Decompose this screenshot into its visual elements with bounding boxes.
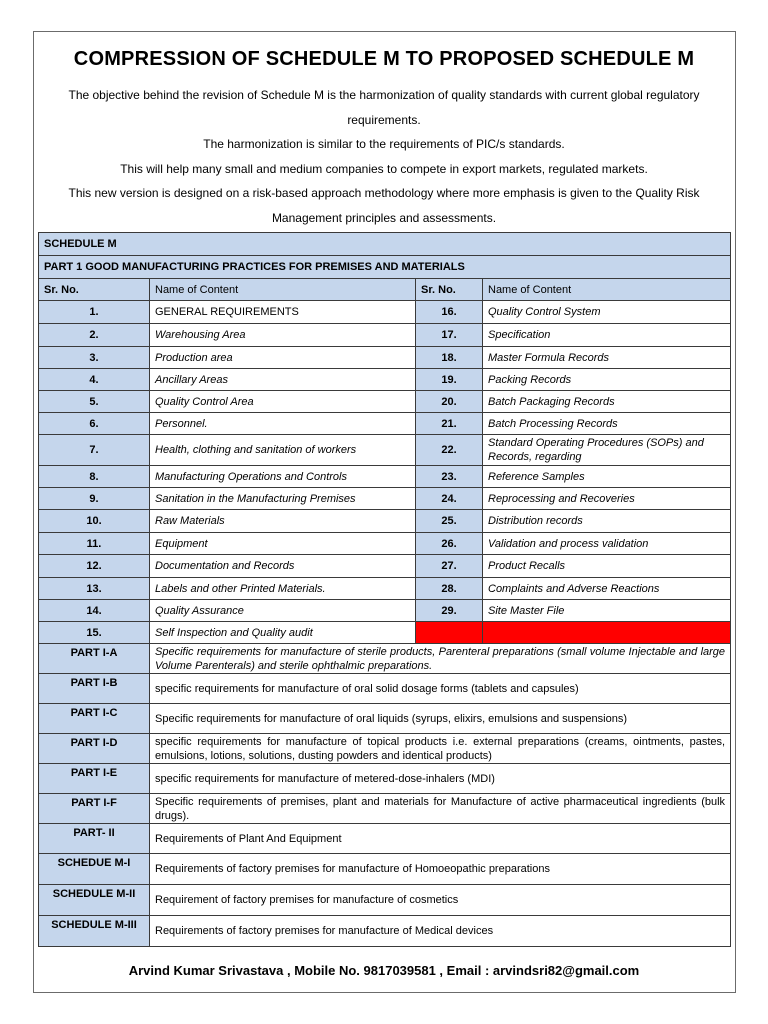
table-heading-row	[39, 233, 731, 256]
part-description: specific requirements for manufacture of oral solid dosage forms (tablets and capsules)	[150, 674, 731, 704]
content-name: Batch Processing Records	[483, 413, 731, 435]
table-row	[39, 324, 731, 347]
part-description: specific requirements for manufacture of metered-dose-inhalers (MDI)	[150, 764, 731, 794]
content-name: Ancillary Areas	[150, 369, 416, 391]
serial-number: 6.	[39, 413, 150, 435]
serial-number: 15.	[39, 622, 150, 644]
part-row	[39, 764, 731, 794]
serial-number: 10.	[39, 510, 150, 533]
table-row	[39, 578, 731, 600]
serial-number	[416, 622, 483, 644]
intro-paragraph: This new version is designed on a risk-based approach methodology where more emphasis is given to the Quality Risk Management principles and assessments.	[68, 186, 700, 225]
table-row	[39, 391, 731, 413]
content-name: Personnel.	[150, 413, 416, 435]
content-name: Documentation and Records	[150, 555, 416, 578]
serial-number: 3.	[39, 347, 150, 369]
content-name: Raw Materials	[150, 510, 416, 533]
content-name: Complaints and Adverse Reactions	[483, 578, 731, 600]
part-description: Specific requirements for manufacture of sterile products, Parenteral preparations (small volume Injectable and large Volume Parenterals) and sterile ophthalmic preparations.	[150, 644, 731, 674]
part-row	[39, 644, 731, 674]
part-label: PART I-D	[39, 734, 150, 764]
table-row	[39, 600, 731, 622]
serial-number: 14.	[39, 600, 150, 622]
serial-number: 2.	[39, 324, 150, 347]
intro-paragraph: The harmonization is similar to the requirements of PIC/s standards.	[203, 137, 565, 152]
part-description: Requirements of factory premises for manufacture of Medical devices	[150, 916, 731, 947]
content-name: Production area	[150, 347, 416, 369]
intro-paragraph: The objective behind the revision of Schedule M is the harmonization of quality standards with current global regulatory requirements.	[68, 88, 700, 127]
part-label: PART I-A	[39, 644, 150, 674]
content-name: Self Inspection and Quality audit	[150, 622, 416, 644]
content-name: Health, clothing and sanitation of workers	[150, 435, 416, 466]
part-label: SCHEDULE M-II	[39, 885, 150, 916]
table-row	[39, 369, 731, 391]
table-row	[39, 466, 731, 488]
page-title: COMPRESSION OF SCHEDULE M TO PROPOSED SCHEDULE M	[73, 48, 695, 70]
part-heading: PART 1 GOOD MANUFACTURING PRACTICES FOR PREMISES AND MATERIALS	[39, 256, 731, 279]
content-name: Quality Control Area	[150, 391, 416, 413]
part-heading-row	[39, 256, 731, 279]
part-row	[39, 916, 731, 947]
content-name: Labels and other Printed Materials.	[150, 578, 416, 600]
part-row	[39, 824, 731, 854]
column-header: Name of Content	[483, 279, 731, 301]
content-name: Warehousing Area	[150, 324, 416, 347]
content-name: Manufacturing Operations and Controls	[150, 466, 416, 488]
serial-number: 26.	[416, 533, 483, 555]
serial-number: 9.	[39, 488, 150, 510]
content-name: Batch Packaging Records	[483, 391, 731, 413]
content-name: Standard Operating Procedures (SOPs) and Records, regarding	[483, 435, 731, 466]
content-name: Specification	[483, 324, 731, 347]
intro-text	[40, 83, 728, 231]
part-description: Requirements of Plant And Equipment	[150, 824, 731, 854]
part-description: Specific requirements for manufacture of oral liquids (syrups, elixirs, emulsions and suspensions)	[150, 704, 731, 734]
part-label: SCHEDULE M-III	[39, 916, 150, 947]
serial-number: 22.	[416, 435, 483, 466]
part-description: Specific requirements of premises, plant and materials for Manufacture of active pharmaceutical ingredients (bulk drugs).	[150, 794, 731, 824]
table-row	[39, 622, 731, 644]
content-name: Quality Control System	[483, 301, 731, 324]
serial-number: 4.	[39, 369, 150, 391]
content-name: Reference Samples	[483, 466, 731, 488]
author-contact: Arvind Kumar Srivastava , Mobile No. 9817039581 , Email : arvindsri82@gmail.com	[128, 963, 640, 978]
part-row	[39, 885, 731, 916]
table-row	[39, 488, 731, 510]
part-description: Requirement of factory premises for manufacture of cosmetics	[150, 885, 731, 916]
part-row	[39, 734, 731, 764]
content-name: Quality Assurance	[150, 600, 416, 622]
serial-number: 21.	[416, 413, 483, 435]
serial-number: 19.	[416, 369, 483, 391]
table-row	[39, 533, 731, 555]
column-header-row	[39, 279, 731, 301]
serial-number: 17.	[416, 324, 483, 347]
part-row	[39, 704, 731, 734]
serial-number: 24.	[416, 488, 483, 510]
content-name: Packing Records	[483, 369, 731, 391]
content-name	[483, 622, 731, 644]
serial-number: 11.	[39, 533, 150, 555]
serial-number: 29.	[416, 600, 483, 622]
content-name: Validation and process validation	[483, 533, 731, 555]
part-label: PART- II	[39, 824, 150, 854]
part-label: PART I-E	[39, 764, 150, 794]
table-row	[39, 301, 731, 324]
part-label: SCHEDUE M-I	[39, 854, 150, 885]
table-row	[39, 435, 731, 466]
content-name: Site Master File	[483, 600, 731, 622]
column-header: Sr. No.	[39, 279, 150, 301]
content-name: Sanitation in the Manufacturing Premises	[150, 488, 416, 510]
serial-number: 27.	[416, 555, 483, 578]
table-row	[39, 413, 731, 435]
content-name: Distribution records	[483, 510, 731, 533]
content-name: Reprocessing and Recoveries	[483, 488, 731, 510]
part-row	[39, 794, 731, 824]
part-label: PART I-B	[39, 674, 150, 704]
serial-number: 20.	[416, 391, 483, 413]
part-row	[39, 674, 731, 704]
table-row	[39, 555, 731, 578]
content-name: Product Recalls	[483, 555, 731, 578]
serial-number: 8.	[39, 466, 150, 488]
part-label: PART I-F	[39, 794, 150, 824]
part-row	[39, 854, 731, 885]
serial-number: 13.	[39, 578, 150, 600]
serial-number: 25.	[416, 510, 483, 533]
intro-paragraph: This will help many small and medium companies to compete in export markets, regulated markets.	[120, 161, 648, 176]
serial-number: 18.	[416, 347, 483, 369]
serial-number: 12.	[39, 555, 150, 578]
part-label: PART I-C	[39, 704, 150, 734]
serial-number: 1.	[39, 301, 150, 324]
table-row	[39, 510, 731, 533]
serial-number: 23.	[416, 466, 483, 488]
serial-number: 28.	[416, 578, 483, 600]
content-name: GENERAL REQUIREMENTS	[150, 301, 416, 324]
serial-number: 16.	[416, 301, 483, 324]
serial-number: 5.	[39, 391, 150, 413]
content-name: Master Formula Records	[483, 347, 731, 369]
serial-number: 7.	[39, 435, 150, 466]
column-header: Name of Content	[150, 279, 416, 301]
table-row	[39, 347, 731, 369]
column-header: Sr. No.	[416, 279, 483, 301]
schedule-heading: SCHEDULE M	[39, 233, 731, 256]
part-description: specific requirements for manufacture of topical products i.e. external preparations (creams, ointments, pastes, emulsions, lotions, solutions, dusting powders and identical products)	[150, 734, 731, 764]
schedule-table	[38, 232, 731, 947]
part-description: Requirements of factory premises for manufacture of Homoeopathic preparations	[150, 854, 731, 885]
content-name: Equipment	[150, 533, 416, 555]
